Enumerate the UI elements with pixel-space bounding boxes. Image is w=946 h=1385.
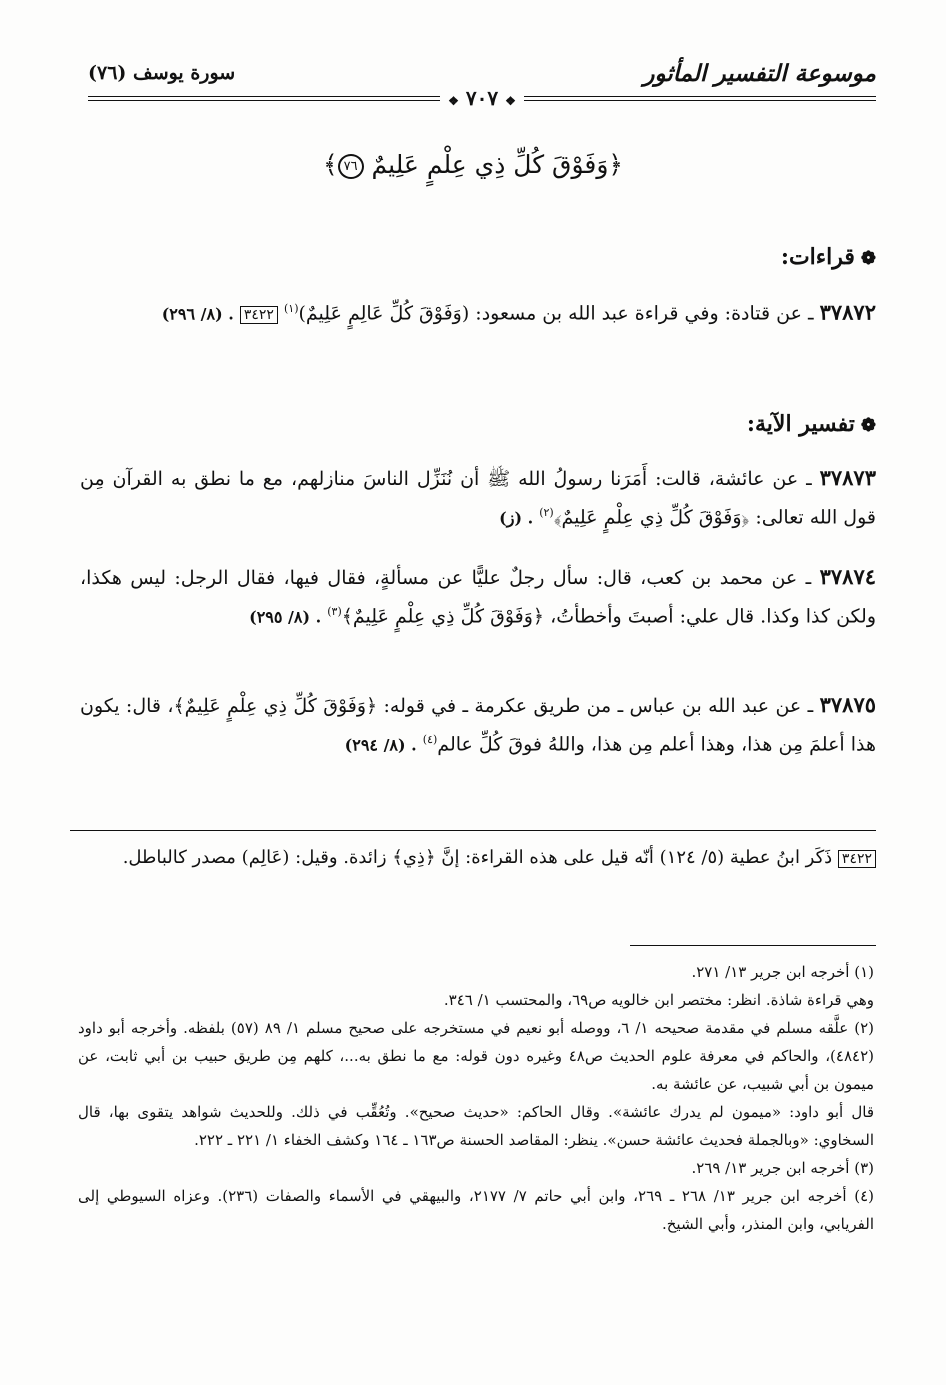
- verse-heading: [0, 150, 946, 179]
- flower-icon: ❁: [860, 248, 876, 269]
- footnote: (١) أخرجه ابن جرير ١٣/ ٢٧١.: [691, 963, 874, 981]
- commentary-divider: [70, 830, 876, 831]
- footnote: (٤) أخرجه ابن جرير ١٣/ ٢٦٨ ـ ٢٦٩، وابن أبي حاتم ٧/ ٢١٧٧، والبيهقي في الأسماء والصفات (٢٣٦). وعزاه السيوطي إلى الفريابي، وابن المنذر، وأبي الشيخ.: [78, 1187, 875, 1233]
- footnote-marker: (٣): [327, 605, 342, 618]
- ornament-icon: ❖: [505, 94, 516, 108]
- commentary-box-number: ٣٤٢٢: [838, 850, 876, 868]
- entry-number: ٣٧٨٧٤: [819, 564, 877, 589]
- volume-reference: . (٨/ ٢٩٦): [161, 304, 234, 324]
- divider: [88, 96, 440, 101]
- volume-reference: . (٨/ ٢٩٤): [344, 735, 417, 755]
- footnotes: [78, 958, 874, 1238]
- verse-text: ﴿وَفَوْقَ كُلِّ ذِي عِلْمٍ عَلِيمٌ: [371, 150, 624, 179]
- entry-37872: [80, 292, 876, 332]
- footnote-marker: (١): [283, 302, 299, 315]
- ornament-icon: ❖: [448, 94, 459, 108]
- footnote-marker: (٤): [422, 733, 438, 746]
- section-heading-tafsir: [747, 411, 876, 437]
- commentary-text: ذَكَر ابنُ عطية (٥/ ١٢٤) أنّه قيل على هذه القراءة: إنَّ ﴿ذِي﴾ زائدة. وقيل: (عَالِم) مصدر كالباطل.: [122, 847, 833, 868]
- footnote: وهي قراءة شاذة. انظر: مختصر ابن خالويه ص٦٩، والمحتسب ١/ ٣٤٦.: [443, 991, 874, 1009]
- ayah-number-badge: ٧٦: [338, 154, 364, 179]
- entry-37874: [80, 560, 876, 634]
- entry-number: ٣٧٨٧٣: [819, 465, 876, 490]
- entry-number: ٣٧٨٧٢: [819, 299, 876, 325]
- volume-reference: . (٨/ ٢٩٥): [249, 607, 322, 627]
- section-heading-qiraat: [781, 244, 876, 270]
- page-number: ٧٠٧: [465, 86, 499, 110]
- verse-close-bracket: ﴾: [322, 150, 338, 179]
- entry-text: ـ عن عبد الله بن عباس ـ من طريق عكرمة ـ في قوله: ﴿وَفَوْقَ كُلِّ ذِي عِلْمٍ عَلِيمٌ﴾، قال: يكون هذا أعلمَ مِن هذا، وهذا أعلم مِن هذا، واللهُ فوقَ كُلِّ عالم: [80, 695, 876, 756]
- footnote: قال أبو داود: «ميمون لم يدرك عائشة». وقال الحاكم: «حديث صحيح». وتُعُقِّب في ذلك. وللحديث شواهد يتقوى بها، قال السخاوي: «وبالجملة فحديث عائشة حسن». ينظر: المقاصد الحسنة ص١٦٣ ـ ١٦٤ وكشف الخفاء ١/ ٢٢١ ـ ٢٢٢.: [78, 1103, 874, 1149]
- footnote-marker: (٢): [539, 506, 554, 519]
- section-title: قراءات:: [780, 244, 855, 270]
- commentary-note: [80, 842, 876, 875]
- entry-number: ٣٧٨٧٥: [819, 692, 877, 717]
- book-title: موسوعة التفسير المأثور: [643, 59, 876, 87]
- divider: [524, 96, 876, 101]
- entry-text: ـ عن محمد بن كعب، قال: سأل رجلٌ عليًّا عن مسألةٍ، فقال فيها، فقال الرجل: ليس هكذا، ولكن كذا وكذا. قال علي: أصبتَ وأخطأتُ، ﴿وَفَوْقَ كُلِّ ذِي عِلْمٍ عَلِيمٌ﴾: [80, 567, 876, 628]
- entry-37875: [80, 688, 876, 762]
- page-header: [88, 58, 876, 88]
- entry-37873: [80, 461, 876, 535]
- footnote: (٣) أخرجه ابن جرير ١٣/ ٢٦٩.: [691, 1159, 874, 1177]
- footnotes-divider: [630, 945, 876, 946]
- flower-icon: ❁: [860, 415, 876, 436]
- header-rule: [88, 86, 876, 110]
- entry-text: ـ عن قتادة: وفي قراءة عبد الله بن مسعود: (وَفَوْقَ كُلِّ عَالِمٍ عَلِيمٌ): [298, 302, 814, 325]
- entry-text: ـ عن عائشة، قالت: أَمَرَنا رسولُ الله ﷺ أن نُنَزِّل الناسَ منازلهم، مع ما نطق به القرآن مِن قول الله تعالى: ﴿وَفَوْقَ كُلِّ ذِي عِلْمٍ عَلِيمٌ﴾: [80, 468, 876, 529]
- commentary-box-number: ٣٤٢٢: [240, 306, 278, 324]
- page-number-block: [440, 86, 524, 110]
- section-title: تفسير الآية:: [746, 411, 855, 437]
- surah-title: سورة يوسف (٧٦): [88, 62, 236, 84]
- volume-reference: . (ز): [499, 508, 534, 528]
- footnote: (٢) علَّقه مسلم في مقدمة صحيحه ١/ ٦، ووصله أبو نعيم في مستخرجه على صحيح مسلم ١/ ٨٩ (٥٧) بلفظه. وأخرجه أبو داود (٤٨٤٢)، والحاكم في معرفة علوم الحديث ص٤٨ وغيره دون قوله: مع ما نطق به...، كلهم مِن طريق حبيب بن أبي ثابت، عن ميمون بن أبي شبيب، عن عائشة به.: [78, 1019, 874, 1093]
